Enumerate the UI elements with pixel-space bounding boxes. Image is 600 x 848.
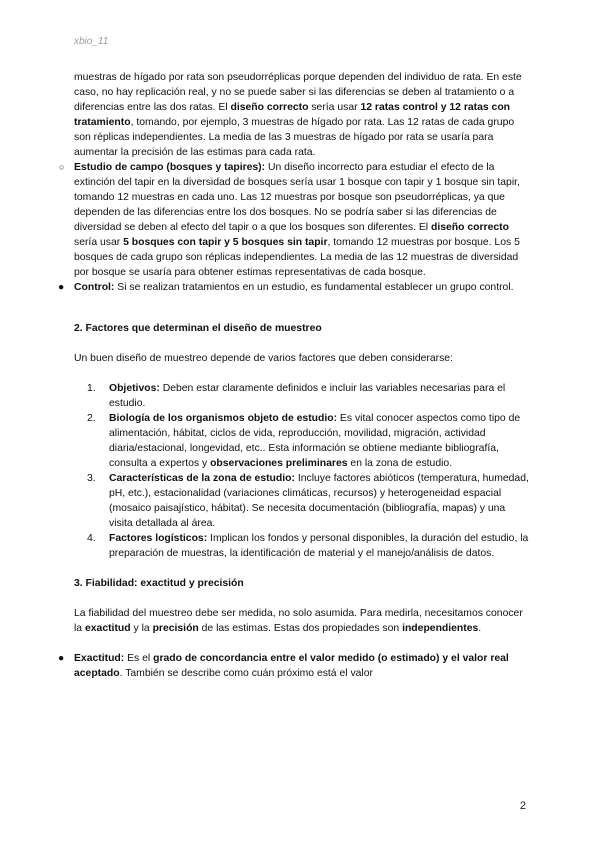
factors-list xyxy=(74,381,530,561)
control-item: ● Control: Si se realizan tratamientos en un estudio, es fundamental establecer un grupo control. xyxy=(58,282,514,293)
page-content xyxy=(58,70,530,681)
list-item: 2. Biología de los organismos objeto de estudio: Es vital conocer aspectos como tipo de alimentación, hábitat, ciclos de vida, reproducción, movilidad, migración, actividad diaria/estacional, longevidad, etc.. Esta información se obtiene mediante bibliografía, consulta a expertos y observaciones preliminares en la zona de estudio. xyxy=(87,413,521,469)
bullet-icon: ● xyxy=(58,653,65,664)
circle-bullet-icon: ○ xyxy=(59,162,65,172)
section-3-heading: 3. Fiabilidad: exactitud y precisión xyxy=(74,578,244,589)
section-3-intro: La fiabilidad del muestreo debe ser medida, no solo asumida. Para medirla, necesitamos conocer la exactitud y la precisión de las estimas. Estas dos propiedades son independientes. xyxy=(74,608,523,634)
field-study-item: ○ Estudio de campo (bosques y tapires): Un diseño incorrecto para estudiar el efecto de la extinción del tapir en la diversidad de bosques sería usar 1 bosque con tapir y 1 bosque sin tapir, tomando 12 muestras en cada uno. Las 12 muestras por bosque son pseudorréplicas, ya que dependen de las diferencias entre los dos bosques. No se podría saber si las diferencias de diversidad se deben al efecto del tapir o a que los bosques son diferentes. El diseño correcto sería usar 5 bosques con tapir y 5 bosques sin tapir, tomando 12 muestras por bosque. Los 5 bosques de cada grupo son réplicas independientes. La media de las 12 muestras de diversidad por bosque se usaría para obtener estimas representativas de cada bosque. xyxy=(59,162,520,278)
list-item: 4. Factores logísticos: Implican los fondos y personal disponibles, la duración del estudio, la preparación de muestras, la identificación de material y el manejo/análisis de datos. xyxy=(87,533,529,559)
rat-example-paragraph: muestras de hígado por rata son pseudorréplicas porque dependen del individuo de rata. En este caso, no hay replicación real, y no se puede saber si las diferencias se deben al tratamiento o a diferencias entre las dos ratas. El diseño correcto sería usar 12 ratas control y 12 ratas con tratamiento, tomando, por ejemplo, 3 muestras de hígado por rata. Las 12 ratas de cada grupo son réplicas independientes. La media de las 3 muestras de hígado por rata se usaría para aumentar la precisión de las estimas para cada rata. xyxy=(74,72,522,158)
bullet-icon: ● xyxy=(58,282,65,293)
page-number: 2 xyxy=(519,800,526,812)
list-item: 3. Características de la zona de estudio: Incluye factores abióticos (temperatura, humedad, pH, etc.), estacionalidad (variaciones climáticas, recursos) y heterogeneidad espacial (mosaico paisajístico, hábitat). Se necesita documentación (bibliografía, mapas) y una visita detallada al área. xyxy=(87,473,529,529)
exactitud-item: ● Exactitud: Es el grado de concordancia entre el valor medido (o estimado) y el valor real aceptado. También se describe como cuán próximo está el valor xyxy=(58,653,509,679)
document-header-id: xbio_11 xyxy=(74,36,109,47)
section-2-heading: 2. Factores que determinan el diseño de muestreo xyxy=(74,323,322,334)
section-2-intro: Un buen diseño de muestreo depende de varios factores que deben considerarse: xyxy=(74,353,453,364)
list-item: 1. Objetivos: Deben estar claramente definidos e incluir las variables necesarias para el estudio. xyxy=(87,383,506,409)
